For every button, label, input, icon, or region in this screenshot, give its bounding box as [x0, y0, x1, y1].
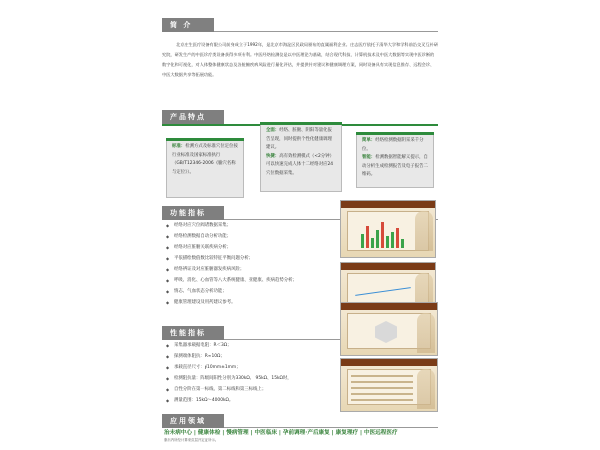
list-item: ◆ 健康管理建设及用药建议参考。 — [166, 297, 336, 308]
list-item: ◆ 经络对应脏腑关联疾病分析； — [166, 242, 336, 253]
list-item: ◆ 测量范围：15kΩ～4000kΩ。 — [166, 395, 336, 406]
feature-box-standard — [166, 138, 244, 198]
feature-standard-text: 检测方式及标准穴位定位按行业标准及国家标准执行（GB/T12346-2006《腧穴名称与定位》）。 — [172, 144, 238, 175]
application-note: 康坛内所经计算来页层开定证所示。 — [164, 438, 219, 442]
list-item: ◆ 经络检测数据自动分析功能； — [166, 231, 336, 242]
feature-simple-text: 经络检测数据阴采采千分位。 — [362, 138, 424, 152]
screenshot-report-table — [340, 358, 438, 412]
list-item: ◆ 检测阻抗量：阵级间阳性分别为330kΩ、 95kΩ、15kΩ时， — [166, 373, 336, 384]
functions-header: 功能指标 — [162, 206, 224, 220]
feature-standard-label: 标准： — [172, 144, 186, 149]
features-header: 产品特点 — [162, 110, 224, 124]
performance-header: 性能指标 — [162, 326, 224, 340]
list-item: ◆ 探测端体阻抗：R≈10Ω； — [166, 351, 336, 362]
intro-paragraph: 北京庄生医疗设备有限公司前身成立于1992年，是北京市海淀区民政局颁布的直属福利企业。庄志医疗依托于清华大学和学科前沿交叉互补研究院，研发生产的中医诊疗类设备获得多项专利。中医经络检测仪是以中医理论为基础，结合现代科技、计算机技术及中医大数据等实现中医诊断的数字化和可视化，对人体整体健康状态及各脏腑疾病风险进行量化评估，并提供针对建议和健康调理方案，同时设备具有实现信息推存、远程会诊、中医大数据共享等拓展功能。 — [162, 42, 438, 77]
feature-simple-label: 简单： — [362, 138, 376, 143]
application-fields: 治未病中心 | 健康体检 | 慢病管理 | 中医临床 | 孕前调理·产后康复 | 康复理疗 | 中医远程医疗 — [164, 430, 398, 436]
product-brochure-page — [162, 10, 438, 440]
feature-fast-text: 高有效检测模式（<2分钟）可以快速完成人体十二经络对应24穴位数据采集。 — [266, 153, 334, 176]
intro-header: 简 介 — [162, 18, 214, 32]
feature-fast-label: 快捷： — [266, 153, 280, 159]
list-item: ◆ 经络辨证及对应脏腑器发疾病风险； — [166, 264, 336, 275]
feature-box-simple — [356, 132, 434, 188]
screenshot-radar — [340, 302, 438, 356]
list-item: ◆ 情志、气血状态分析功能； — [166, 286, 336, 297]
screenshot-meridian-chart — [340, 200, 436, 258]
feature-smart-text: 检测数据智能解义提示，自动分析生成检测报告及电子报告二维码。 — [362, 155, 428, 177]
list-item: ◆ 平依描绘数值数比较特征平衡问题分析； — [166, 253, 336, 264]
list-item: ◆ 经络对应穴位阀诸数据采集； — [166, 220, 336, 231]
application-header: 应用领域 — [162, 414, 224, 428]
feature-comprehensive-text: 经络、脏腑、阴阳等量化报告呈现，同时提供个性化健康调理建议。 — [266, 128, 332, 150]
functions-list — [166, 220, 336, 308]
intro-divider — [214, 31, 438, 32]
list-item: ◆ 承载直径尺寸：∮10mm±1mm； — [166, 362, 336, 373]
list-item: ◆ 采集器承载据电阻：R＜3Ω； — [166, 340, 336, 351]
list-item: ◆ 呼吸、消化、心血管等八大系统健康、亚健康、疾病趋势分析； — [166, 275, 336, 286]
feature-box-comprehensive — [260, 122, 342, 192]
performance-list — [166, 340, 336, 406]
feature-smart-label: 智能： — [362, 155, 376, 160]
list-item: ◆ 自性分阶在第一标线、第二标线和第三标线上； — [166, 384, 336, 395]
feature-comprehensive-label: 全面： — [266, 128, 280, 133]
